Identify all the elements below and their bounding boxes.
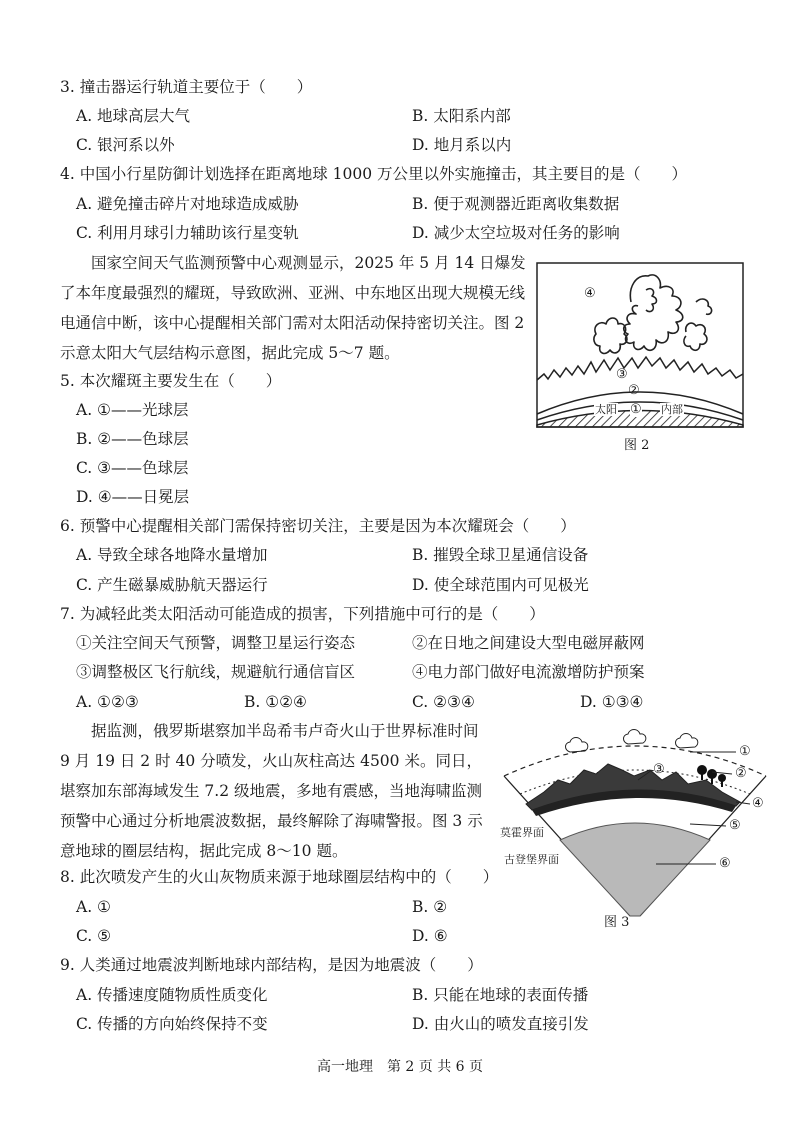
page-footer: 高一地理 第 2 页 共 6 页 xyxy=(316,1059,484,1075)
q3-option-b: B. 太阳系内部 xyxy=(412,107,511,125)
q4-option-a: A. 避免撞击碎片对地球造成威胁 xyxy=(76,195,299,213)
q7-option-b: B. ①②④ xyxy=(244,693,307,711)
q7-option-d: D. ①③④ xyxy=(580,693,644,711)
fig3-moho-label: 莫霍界面 xyxy=(500,826,544,839)
q5-option-b: B. ②——色球层 xyxy=(76,430,189,448)
q3-stem: 3. 撞击器运行轨道主要位于（ ） xyxy=(60,78,313,96)
q8-option-b: B. ② xyxy=(412,898,448,916)
q4-option-c: C. 利用月球引力辅助该行星变轨 xyxy=(76,224,299,242)
q5-option-c: C. ③——色球层 xyxy=(76,459,189,477)
q3-option-d: D. 地月系以内 xyxy=(412,136,512,154)
passage-solar-flare: 国家空间天气监测预警中心观测显示，2025 年 5 月 14 日爆发了本年度最强烈的耀斑，导致欧洲、亚洲、中东地区出现大规模无线电通信中断，该中心提醒相关部门需对太阳活动保持密切关注。图 2 示意太阳大气层结构示意图，据此完成 5～7 题。 xyxy=(60,254,526,362)
q6-option-c: C. 产生磁暴威胁航天器运行 xyxy=(76,576,268,594)
q8-option-c: C. ⑤ xyxy=(76,927,112,945)
fig3-label-4: ④ xyxy=(752,796,764,811)
fig2-label-4: ④ xyxy=(584,286,596,301)
q9-option-a: A. 传播速度随物质性质变化 xyxy=(76,986,268,1004)
fig2-label-2: ② xyxy=(628,383,640,398)
q4-stem: 4. 中国小行星防御计划选择在距离地球 1000 万公里以外实施撞击，其主要目的是（ ） xyxy=(60,165,688,183)
passage-volcano: 据监测，俄罗斯堪察加半岛希韦卢奇火山于世界标准时间 9 月 19 日 2 时 40 分喷发，火山灰柱高达 4500 米。同日，堪察加东部海域发生 7.2 级地震，多地有震感，当地海啸监测预警中心通过分析地震波数据，最终解除了海啸警报。图 3 示意地球的圈层结构，据此完成 8～10 题。 xyxy=(60,722,483,860)
q9-option-d: D. 由火山的喷发直接引发 xyxy=(412,1015,589,1033)
q3-option-c: C. 银河系以外 xyxy=(76,136,175,154)
q9-option-c: C. 传播的方向始终保持不变 xyxy=(76,1015,268,1033)
q9-option-b: B. 只能在地球的表面传播 xyxy=(412,986,589,1004)
fig3-caption: 图 3 xyxy=(604,915,630,930)
q5-stem: 5. 本次耀斑主要发生在（ ） xyxy=(60,372,282,390)
q3-option-a: A. 地球高层大气 xyxy=(76,107,191,125)
fig2-label-1: ① xyxy=(630,402,642,417)
q8-stem: 8. 此次喷发产生的火山灰物质来源于地球圈层结构中的（ ） xyxy=(60,868,499,886)
q6-stem: 6. 预警中心提醒相关部门需保持密切关注，主要是因为本次耀斑会（ ） xyxy=(60,517,576,535)
fig3-label-3: ③ xyxy=(653,762,665,777)
fig2-sun-right: 内部 xyxy=(661,403,683,416)
q9-stem: 9. 人类通过地震波判断地球内部结构，是因为地震波（ ） xyxy=(60,956,483,974)
fig3-gutenberg-label: 古登堡界面 xyxy=(504,853,559,866)
q7-option-c: C. ②③④ xyxy=(412,693,475,711)
q6-option-b: B. 摧毁全球卫星通信设备 xyxy=(412,546,589,564)
q8-option-a: A. ① xyxy=(76,898,111,916)
fig2-label-3: ③ xyxy=(616,367,628,382)
q4-option-d: D. 减少太空垃圾对任务的影响 xyxy=(412,224,620,242)
fig2-caption: 图 2 xyxy=(624,438,650,453)
q4-option-b: B. 便于观测器近距离收集数据 xyxy=(412,195,620,213)
q7-statement-4: ④电力部门做好电流激增防护预案 xyxy=(412,663,645,681)
q7-statement-2: ②在日地之间建设大型电磁屏蔽网 xyxy=(412,634,645,652)
q7-option-a: A. ①②③ xyxy=(76,693,139,711)
fig3-label-5: ⑤ xyxy=(729,818,741,833)
fig2-sun-left: 太阳 xyxy=(595,403,617,416)
q7-statement-3: ③调整极区飞行航线，规避航行通信盲区 xyxy=(76,663,356,681)
q6-option-a: A. 导致全球各地降水量增加 xyxy=(76,546,268,564)
fig3-label-1: ① xyxy=(739,744,751,759)
q5-option-a: A. ①——光球层 xyxy=(76,401,189,419)
q8-option-d: D. ⑥ xyxy=(412,927,448,945)
fig3-label-6: ⑥ xyxy=(719,856,731,871)
fig3-label-2: ② xyxy=(735,766,747,781)
q7-stem: 7. 为减轻此类太阳活动可能造成的损害，下列措施中可行的是（ ） xyxy=(60,605,545,623)
q7-statement-1: ①关注空间天气预警，调整卫星运行姿态 xyxy=(76,634,356,652)
q5-option-d: D. ④——日冕层 xyxy=(76,488,190,506)
q6-option-d: D. 使全球范围内可见极光 xyxy=(412,576,589,594)
